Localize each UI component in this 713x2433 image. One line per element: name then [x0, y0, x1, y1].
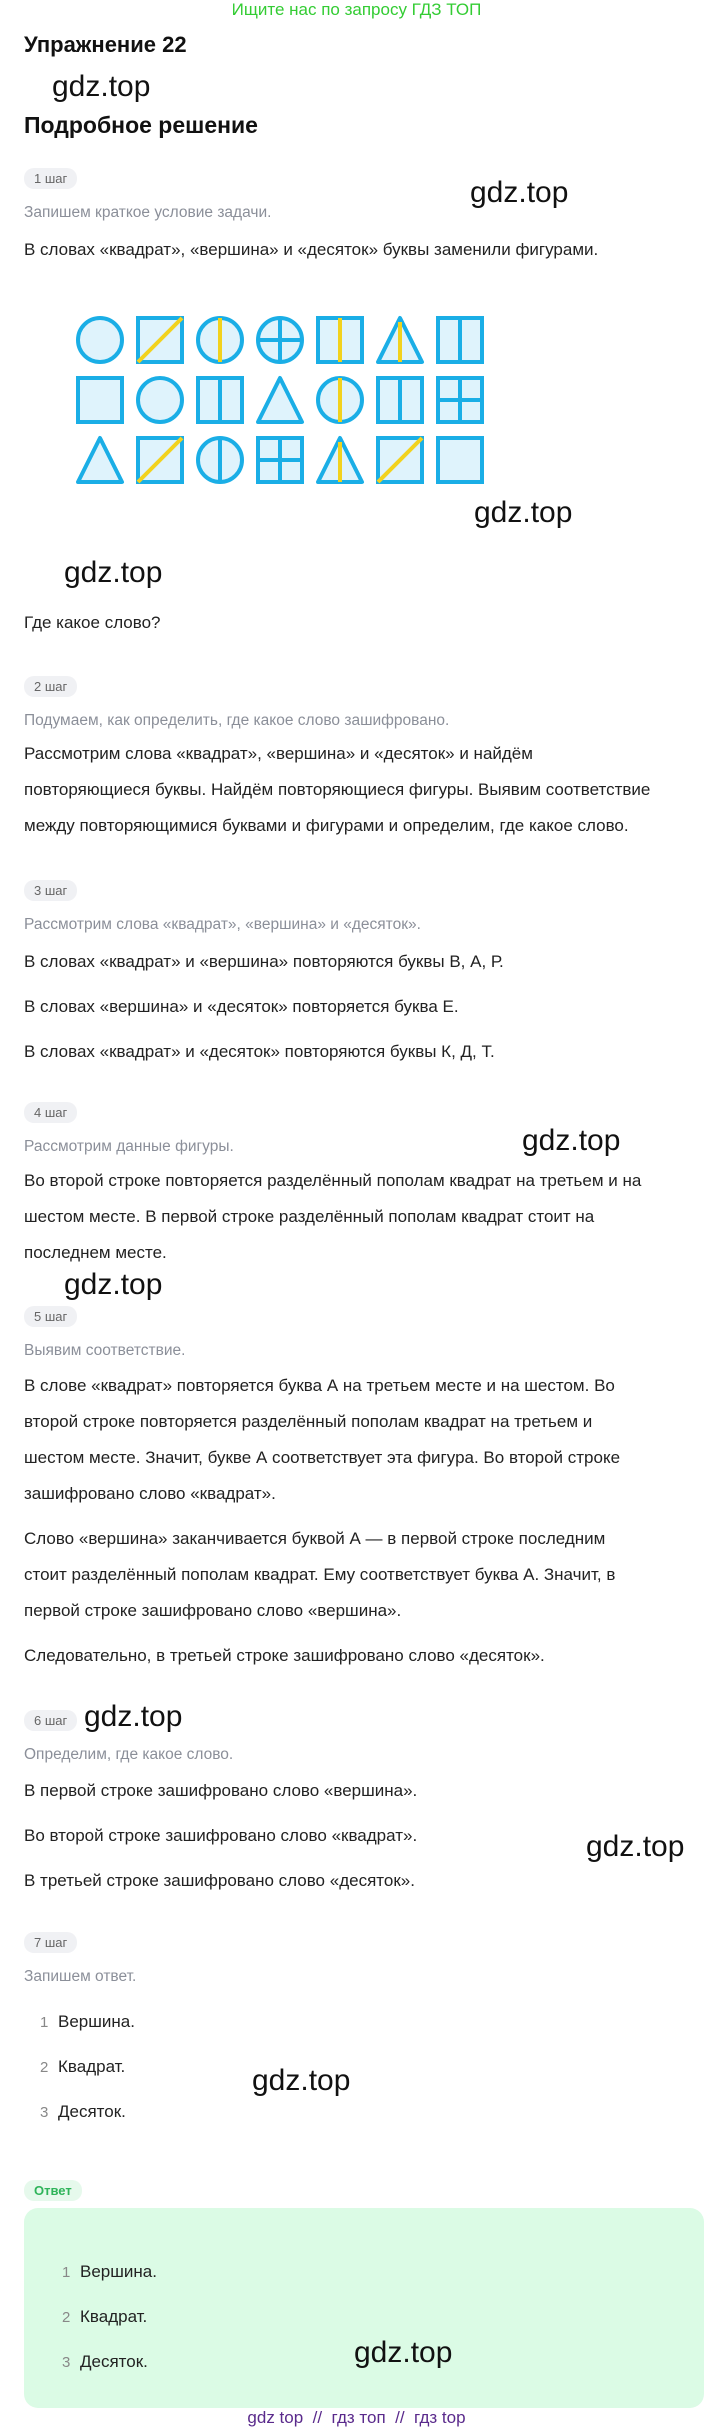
triangle-shape: [78, 438, 122, 482]
circle-halves-shape: [198, 438, 242, 482]
watermark: gdz.top: [52, 70, 151, 103]
step-4-hint: Рассмотрим данные фигуры.: [24, 1138, 234, 1155]
watermark: gdz.top: [522, 1124, 621, 1157]
square-halves-shape: [378, 378, 422, 422]
circle-vertical-split-shape: [318, 378, 362, 422]
answer-item: 2 Квадрат.: [62, 2307, 148, 2326]
step-1-question: Где какое слово?: [24, 613, 161, 632]
square-vertical-split-shape: [318, 318, 362, 362]
step-1-badge: 1 шаг: [24, 168, 77, 189]
step-2-badge: 2 шаг: [24, 676, 77, 697]
footer-links: gdz top // гдз топ // гдз top: [247, 2408, 466, 2427]
shapes-figure: [70, 310, 500, 500]
watermark: gdz.top: [84, 1700, 183, 1733]
triangle-shape: [258, 378, 302, 422]
page-title: Упражнение 22: [24, 32, 187, 57]
step-6-p1: В первой строке зашифровано слово «вершина».: [24, 1781, 418, 1800]
step-3-hint: Рассмотрим слова «квадрат», «вершина» и «десяток».: [24, 916, 421, 933]
step-5-conclusion: Следовательно, в третьей строке зашифровано слово «десяток».: [24, 1646, 545, 1665]
list-item: 3 Десяток.: [40, 2102, 126, 2121]
step-4-badge: 4 шаг: [24, 1102, 77, 1123]
step-3-p3: В словах «квадрат» и «десяток» повторяются буквы К, Д, Т.: [24, 1042, 495, 1061]
answer-badge: Ответ: [24, 2180, 82, 2201]
square-filled-shape: [438, 438, 482, 482]
square-quarters-shape: [258, 438, 302, 482]
step-6-badge: 6 шаг: [24, 1710, 77, 1731]
step-7-hint: Запишем ответ.: [24, 1968, 137, 1985]
square-filled-shape: [78, 378, 122, 422]
watermark: gdz.top: [64, 1268, 163, 1301]
watermark: gdz.top: [474, 496, 573, 529]
top-banner: Ищите нас по запросу ГДЗ ТОП: [231, 0, 482, 19]
step-1-text: В словах «квадрат», «вершина» и «десяток» буквы заменили фигурами.: [24, 240, 599, 259]
footer-link[interactable]: гдз top: [414, 2408, 466, 2427]
step-1-hint: Запишем краткое условие задачи.: [24, 204, 272, 221]
section-subtitle: Подробное решение: [24, 112, 258, 138]
step-5-paragraph-a: В слове «квадрат» повторяется буква А на третьем месте и на шестом. Во второй строке повторяется разделённый пополам квадрат на третьем и шестом месте. Значит, букве А соответствует эта фигура. Во второй строке зашифровано слово «квадрат».: [24, 1376, 621, 1503]
circle-shape: [78, 318, 122, 362]
step-6-p3: В третьей строке зашифровано слово «десяток».: [24, 1871, 415, 1890]
list-item: 1 Вершина.: [40, 2012, 135, 2031]
triangle-vertical-split-shape: [378, 318, 422, 362]
watermark: gdz.top: [470, 176, 569, 209]
watermark: gdz.top: [64, 556, 163, 589]
step-3-badge: 3 шаг: [24, 880, 77, 901]
circle-cross-shape: [258, 318, 302, 362]
square-halves-shape: [198, 378, 242, 422]
list-item: 2 Квадрат.: [40, 2057, 126, 2076]
triangle-vertical-split-shape: [318, 438, 362, 482]
step-6-p2: Во второй строке зашифровано слово «квадрат».: [24, 1826, 418, 1845]
shapes-grid: [78, 318, 482, 482]
watermark: gdz.top: [252, 2064, 351, 2097]
footer-link[interactable]: гдз топ: [331, 2408, 386, 2427]
step-7-badge: 7 шаг: [24, 1932, 77, 1953]
square-diagonal-shape: [138, 438, 182, 482]
step-3-p1: В словах «квадрат» и «вершина» повторяются буквы В, А, Р.: [24, 952, 504, 971]
step-3-p2: В словах «вершина» и «десяток» повторяется буква Е.: [24, 997, 459, 1016]
step-2-paragraph: Рассмотрим слова «квадрат», «вершина» и «десяток» и найдём повторяющиеся буквы. Найдём повторяющиеся фигуры. Выявим соответствие между повторяющимися буквами и фигурами и определим, где какое слово.: [24, 744, 651, 835]
step-5-paragraph-b: Слово «вершина» заканчивается буквой А — в первой строке последним стоит разделённый пополам квадрат. Ему соответствует буква А. Значит, в первой строке зашифровано слово «вершина».: [24, 1529, 616, 1620]
step-4-paragraph: Во второй строке повторяется разделённый пополам квадрат на третьем и на шестом месте. В первой строке разделённый пополам квадрат стоит на последнем месте.: [24, 1171, 642, 1262]
square-quarters-shape: [438, 378, 482, 422]
square-halves-shape: [438, 318, 482, 362]
circle-vertical-split-shape: [198, 318, 242, 362]
step-6-hint: Определим, где какое слово.: [24, 1746, 234, 1763]
step-5-hint: Выявим соответствие.: [24, 1342, 186, 1359]
step-2-hint: Подумаем, как определить, где какое слово зашифровано.: [24, 712, 450, 729]
watermark: gdz.top: [354, 2336, 453, 2369]
footer-link[interactable]: gdz top: [247, 2408, 304, 2427]
step-5-badge: 5 шаг: [24, 1306, 77, 1327]
answer-item: 3 Десяток.: [62, 2352, 148, 2371]
square-diagonal-shape: [378, 438, 422, 482]
circle-shape: [138, 378, 182, 422]
answer-item: 1 Вершина.: [62, 2262, 157, 2281]
square-diagonal-shape: [138, 318, 182, 362]
watermark: gdz.top: [586, 1830, 685, 1863]
